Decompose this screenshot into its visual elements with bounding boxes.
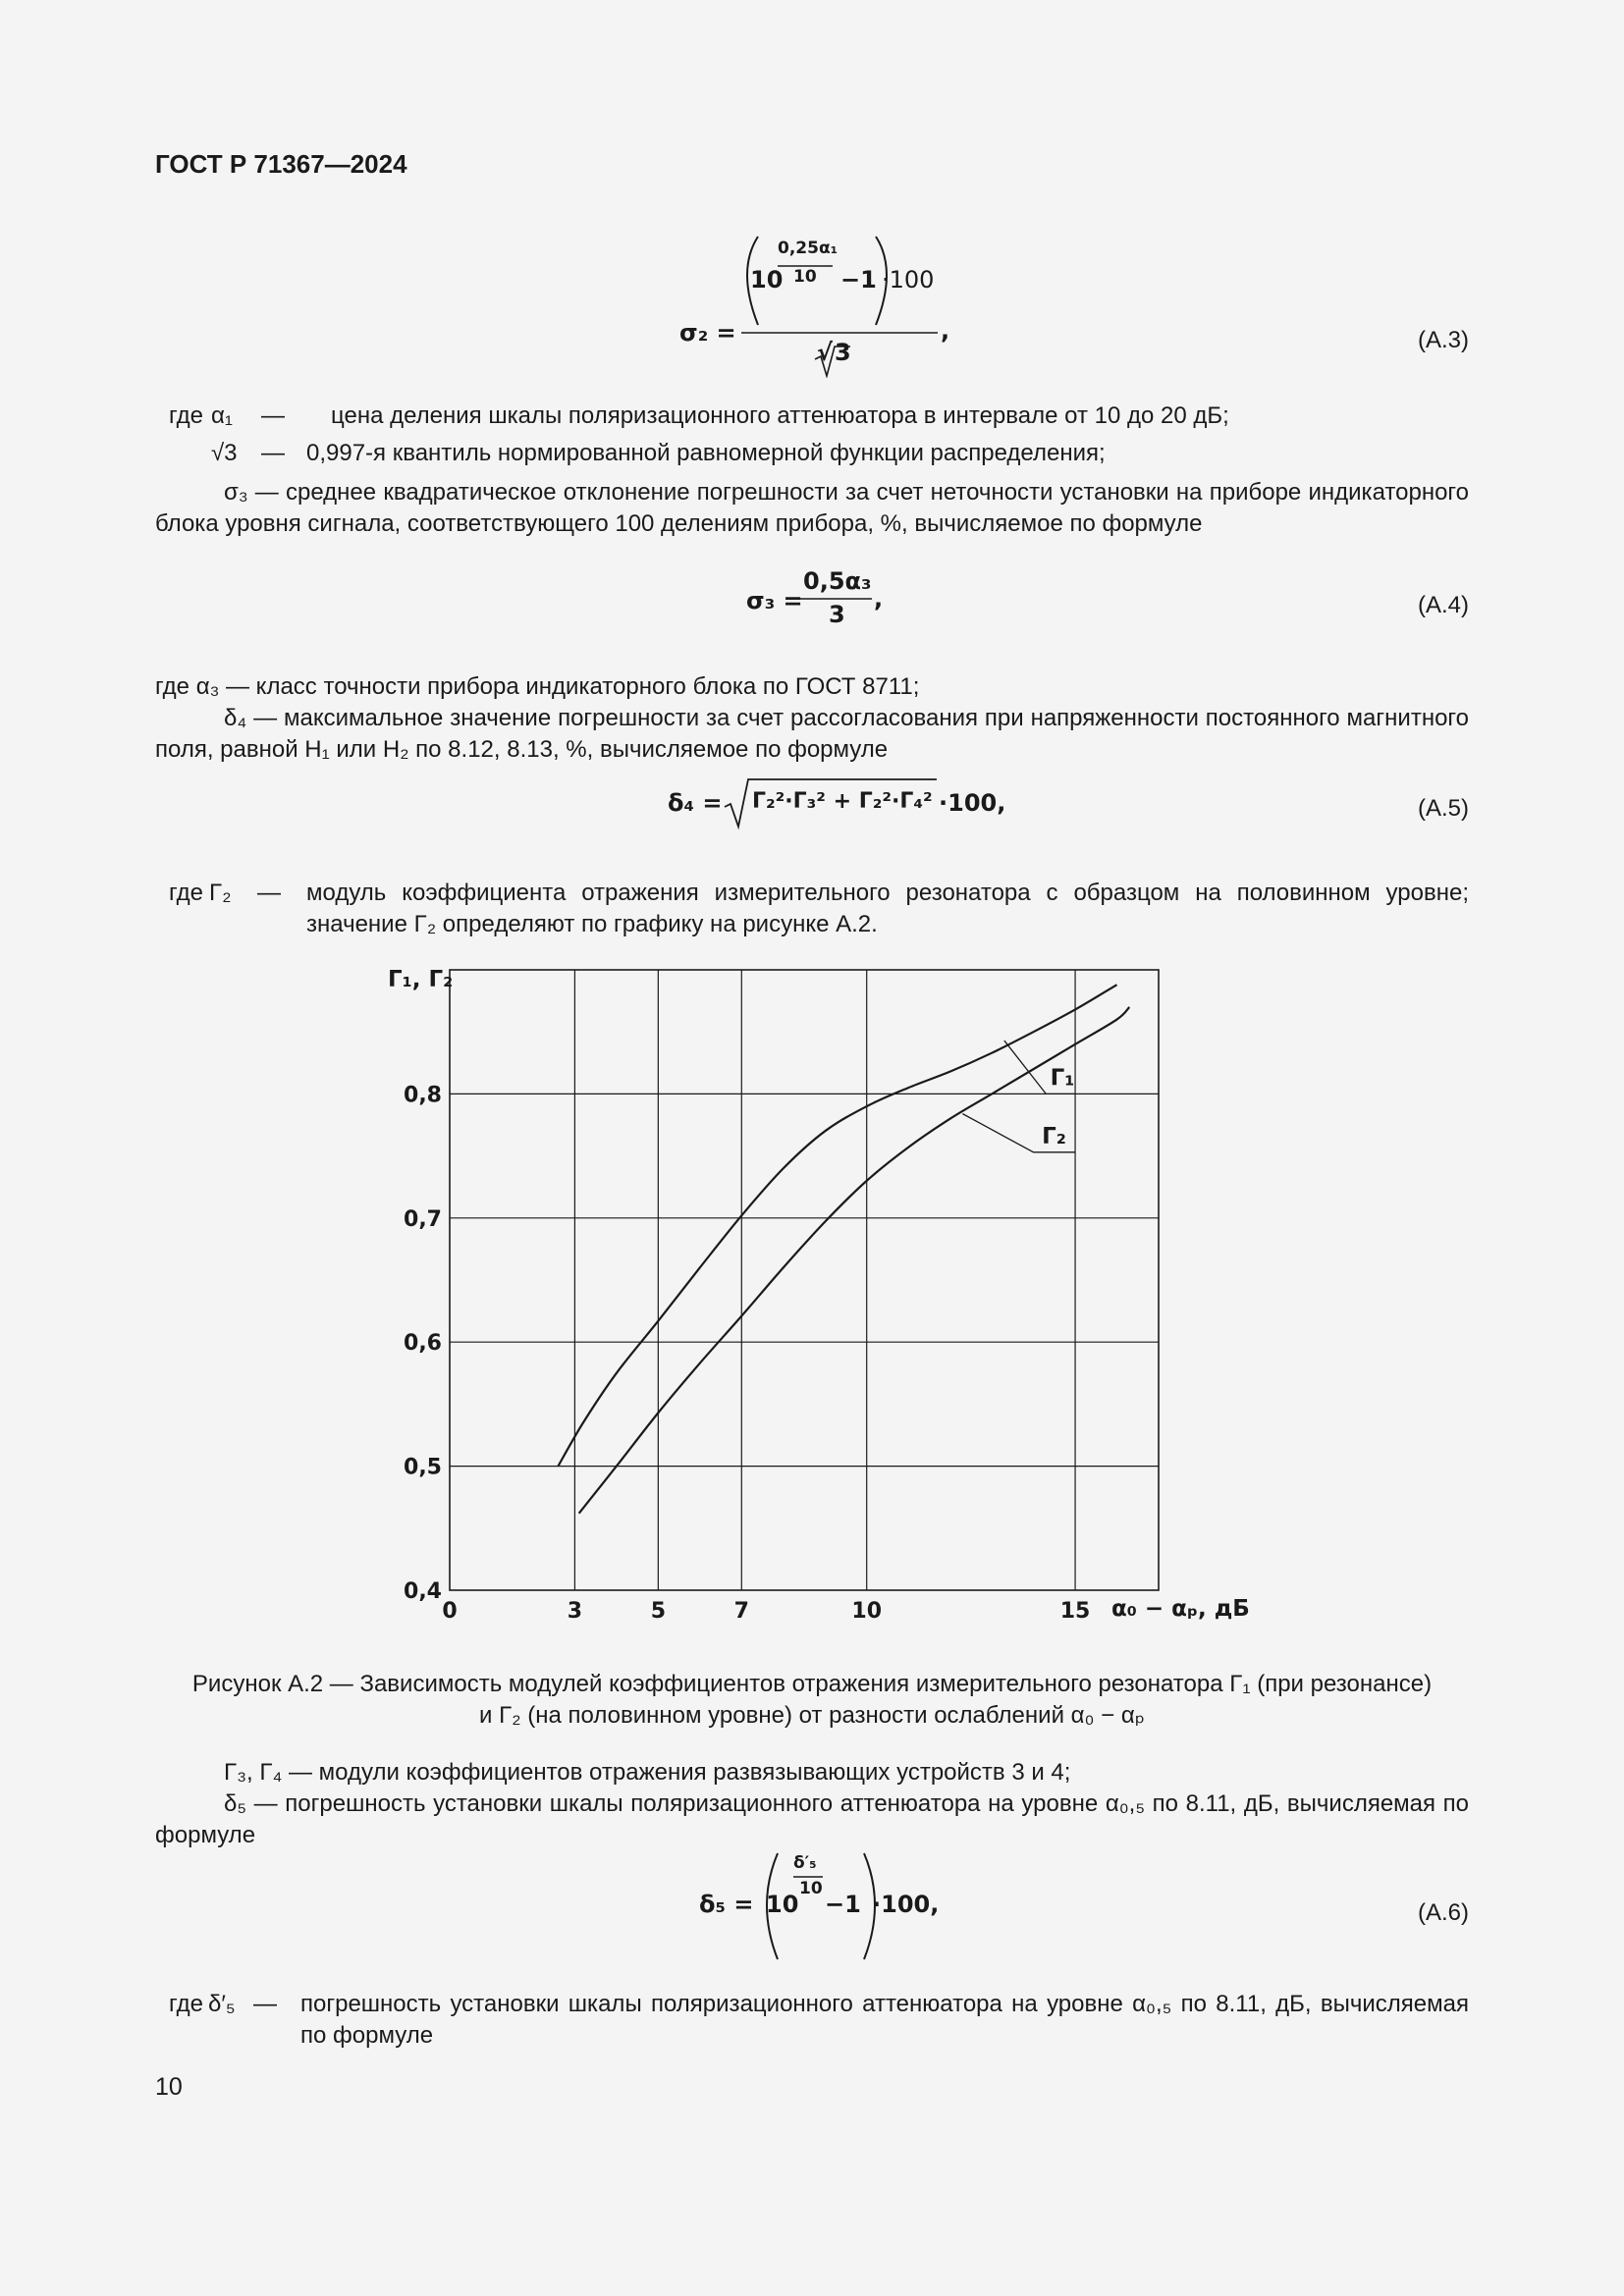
chart-series-label: Γ₁	[1050, 1065, 1075, 1092]
chart-x-tick-label: 3	[567, 1599, 583, 1624]
chart-y-axis-label: Γ₁, Γ₂	[388, 967, 454, 992]
delta5prime-where-text: погрешность установки шкалы поляризационного аттенюатора на уровне α₀,₅ по 8.11, дБ, вычисляемая по формуле	[300, 1991, 1469, 2049]
figure-caption-line-2: и Γ₂ (на половинном уровне) от разности ослаблений α₀ − αₚ	[479, 1702, 1145, 1729]
where-a3-text-1: цена деления шкалы поляризационного аттенюатора в интервале от 10 до 20 дБ;	[331, 402, 1229, 429]
delta5prime-where-symbol: δ′₅	[208, 1991, 236, 2017]
where-a3-prefix-1: где	[169, 402, 204, 429]
where-a3-dash-2: —	[261, 440, 285, 466]
formula-a4	[746, 565, 903, 634]
formula-a3-lhs: σ₂ =	[679, 319, 736, 347]
alpha3-paragraph-text: где α₃ — класс точности прибора индикаторного блока по ГОСТ 8711;	[155, 673, 920, 700]
figure-a2-chart	[373, 952, 1257, 1629]
chart-series-callouts	[962, 1041, 1075, 1152]
where-a3-dash-1: —	[261, 402, 285, 429]
chart-x-tick-label: 5	[650, 1599, 667, 1624]
where-a3-symbol-2: √3	[211, 440, 238, 466]
gamma34-paragraph	[155, 1757, 1469, 1789]
formula-a6-exp-num: δ′₅	[793, 1853, 817, 1873]
figure-a2-caption	[155, 1669, 1469, 1732]
chart-grid	[450, 970, 1159, 1590]
formula-a6	[699, 1849, 954, 1965]
formula-a5-lhs: δ₄ =	[668, 789, 723, 817]
chart-y-tick-label: 0,7	[404, 1206, 442, 1232]
gamma2-where-symbol: Γ₂	[209, 880, 232, 906]
chart-series-label: Γ₂	[1042, 1123, 1066, 1149]
delta5prime-where-prefix: где	[169, 1991, 204, 2017]
gamma2-where-text: модуль коэффициента отражения измерительного резонатора с образцом на половинном уровне; значение Γ₂ определяют по графику на рисунке А.2.	[306, 880, 1469, 937]
formula-a6-number: (A.6)	[1417, 1899, 1469, 1926]
formula-a3-number: (A.3)	[1417, 327, 1469, 353]
formula-a4-numerator: 0,5α₃	[803, 567, 872, 595]
chart-x-tick-label: 10	[851, 1599, 883, 1624]
formula-a6-base: 10	[766, 1891, 799, 1918]
where-a3-symbol-1: α₁	[211, 402, 233, 429]
formula-a3-exp-num: 0,25α₁	[778, 239, 839, 258]
gamma2-where-dash: —	[257, 880, 281, 906]
formula-a4-number: (A.4)	[1417, 592, 1469, 618]
where-a3-text-2: 0,997-я квантиль нормированной равномерной функции распределения;	[306, 440, 1106, 466]
chart-series-line-2	[579, 1007, 1130, 1514]
chart-y-tick-label: 0,4	[404, 1579, 442, 1604]
formula-a6-lhs: δ₅ =	[699, 1891, 754, 1918]
chart-x-tick-label: 15	[1059, 1599, 1091, 1624]
where-a3-row-1	[0, 400, 1624, 432]
chart-frame	[450, 970, 1159, 1590]
figure-caption-line-1: Рисунок А.2 — Зависимость модулей коэффициентов отражения измерительного резонатора Γ₁ (при резонансе)	[191, 1671, 1433, 1697]
chart-series-line-1	[558, 985, 1116, 1466]
formula-a3-exp-den: 10	[793, 267, 817, 287]
where-a3-row-2	[0, 438, 1624, 469]
delta4-paragraph	[155, 703, 1469, 766]
delta5prime-where-dash: —	[253, 1991, 277, 2017]
sigma3-paragraph	[155, 477, 1469, 540]
delta5prime-where	[0, 1989, 1624, 2057]
formula-a3-base: 10	[750, 266, 784, 294]
gamma2-where	[0, 878, 1624, 946]
chart-series	[558, 985, 1129, 1513]
formula-a5-radicand: Γ₂²·Γ₃² + Γ₂²·Γ₄²	[752, 789, 933, 814]
chart-y-tick-label: 0,5	[404, 1455, 442, 1480]
formula-a5	[668, 775, 1006, 834]
delta5-paragraph-text: δ₅ — погрешность установки шкалы поляризационного аттенюатора на уровне α₀,₅ по 8.11, дБ, вычисляемая по формуле	[155, 1790, 1469, 1848]
chart-x-tick-label: 7	[733, 1599, 749, 1624]
delta4-paragraph-text: δ₄ — максимальное значение погрешности за счет рассогласования при напряженности постоянного магнитного поля, равной H₁ или H₂ по 8.12, 8.13, %, вычисляемое по формуле	[155, 705, 1469, 763]
formula-a6-tail: ·100,	[872, 1891, 940, 1918]
chart-x-tick-label: 0	[442, 1599, 458, 1624]
delta5-paragraph	[155, 1789, 1469, 1851]
formula-a6-exp-den: 10	[799, 1879, 823, 1898]
formula-a3-denominator: √3	[817, 339, 853, 366]
formula-a4-denominator: 3	[829, 601, 845, 628]
chart-y-tick-label: 0,8	[404, 1083, 442, 1108]
document-header-title: ГОСТ Р 71367—2024	[155, 149, 407, 179]
formula-a4-lhs: σ₃ =	[746, 587, 803, 614]
formula-a4-comma: ,	[874, 585, 884, 613]
formula-a5-number: (A.5)	[1417, 795, 1469, 822]
formula-a5-tail: ·100,	[939, 789, 1006, 817]
gamma34-paragraph-text: Γ₃, Γ₄ — модули коэффициентов отражения развязывающих устройств 3 и 4;	[224, 1759, 1071, 1786]
gamma2-where-prefix: где	[169, 880, 204, 906]
alpha3-paragraph	[155, 671, 1469, 703]
chart-ticks	[404, 1083, 1090, 1624]
formula-a3-times-hundred: ·100	[882, 266, 935, 294]
chart-y-tick-label: 0,6	[404, 1331, 442, 1357]
formula-a6-minus-one: −1	[825, 1891, 861, 1918]
formula-a3-minus-one: −1	[840, 266, 877, 294]
page-number: 10	[155, 2073, 183, 2101]
formula-a3-comma: ,	[941, 317, 950, 345]
chart-x-axis-label: α₀ − αₚ, дБ	[1111, 1596, 1250, 1622]
sigma3-paragraph-text: σ₃ — среднее квадратическое отклонение погрешности за счет неточности установки на приборе индикаторного блока уровня сигнала, соответствующего 100 делениям прибора, %, вычисляемое по формуле	[155, 479, 1469, 537]
formula-a3	[668, 231, 962, 378]
